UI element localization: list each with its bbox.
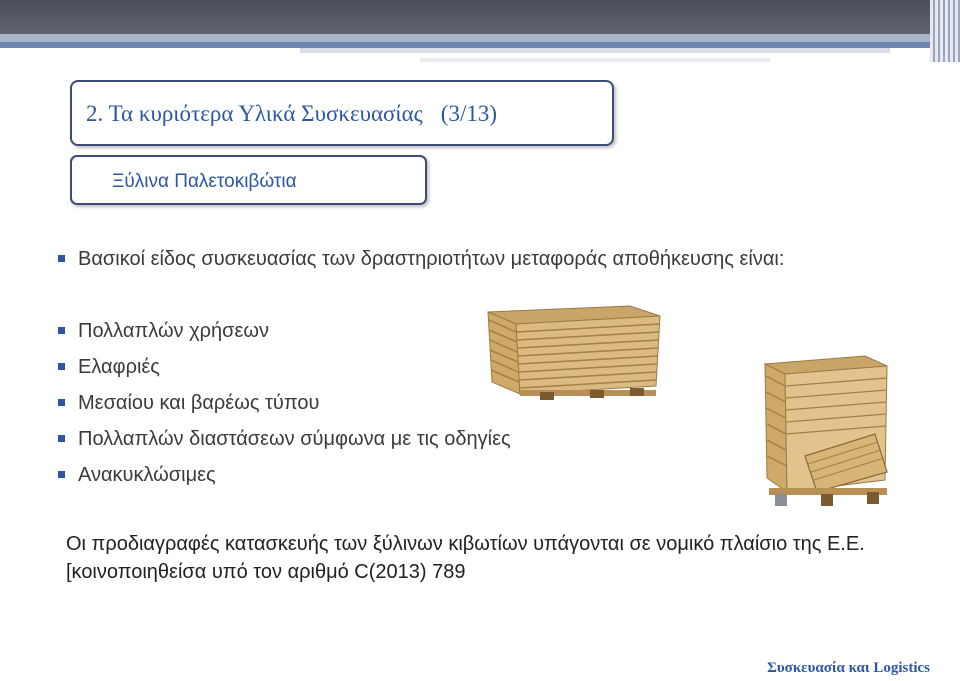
square-bullet-icon	[58, 399, 65, 406]
header-stripe	[300, 48, 890, 53]
slide-title-box	[70, 80, 614, 146]
list-item: Πολλαπλών διαστάσεων σύμφωνα με τις οδηγίες	[58, 426, 898, 462]
slide-title	[86, 101, 497, 127]
list-item: Μεσαίου και βαρέως τύπου	[58, 390, 898, 426]
regulation-note: Οι προδιαγραφές κατασκευής των ξύλινων κιβωτίων υπάγονται σε νομικό πλαίσιο της Ε.Ε. [κοινοποιηθείσα υπό τον αριθμό C(2013) 789	[66, 533, 865, 583]
slide-title-text: 2. Τα κυριότερα Υλικά Συσκευασίας	[86, 101, 423, 126]
wooden-crate-tall-image	[755, 352, 893, 512]
header-stripe	[0, 34, 960, 42]
list-item: Πολλαπλών χρήσεων	[58, 318, 898, 354]
list-item: Βασικοί είδος συσκευασίας των δραστηριοτήτων μεταφοράς αποθήκευσης είναι:	[58, 246, 898, 318]
footer-text: Συσκευασία και Logistics	[767, 660, 930, 676]
square-bullet-icon	[58, 435, 65, 442]
square-bullet-icon	[58, 327, 65, 334]
list-item: Ελαφριές	[58, 354, 898, 390]
square-bullet-icon	[58, 255, 65, 262]
subtitle-box	[70, 155, 427, 205]
header-stripe	[420, 58, 770, 62]
subtitle: Ξύλινα Παλετοκιβώτια	[112, 171, 297, 192]
list-item: Ανακυκλώσιμες	[58, 462, 898, 498]
header-bar	[0, 0, 960, 34]
square-bullet-icon	[58, 363, 65, 370]
slide-count: (3/13)	[440, 101, 497, 126]
square-bullet-icon	[58, 471, 65, 478]
wooden-crate-image	[480, 302, 662, 400]
header-decoration	[930, 0, 960, 62]
